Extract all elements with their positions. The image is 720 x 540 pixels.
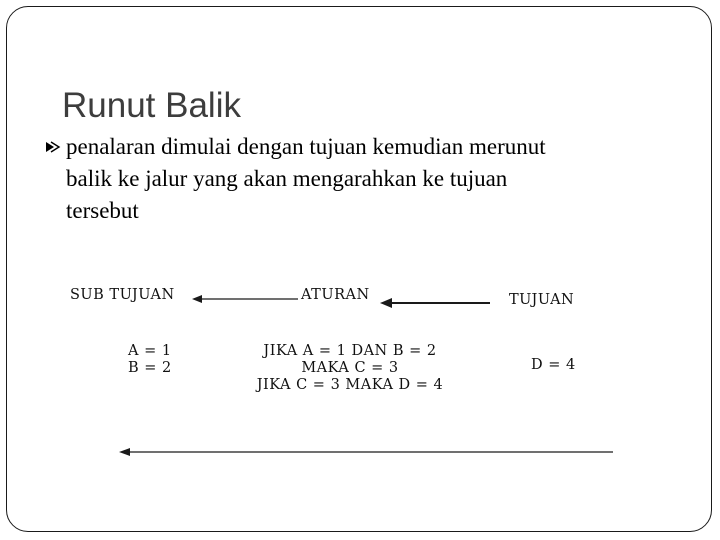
bullet-line-2: balik ke jalur yang akan mengarahkan ke tujuan [66, 166, 508, 191]
arrow-head-subtujuan [192, 295, 202, 303]
left-facts [128, 343, 172, 377]
node-sub-tujuan: SUB TUJUAN [70, 287, 175, 303]
fact-a: A = 1 [128, 343, 172, 359]
rule-line-2: MAKA C = 3 [301, 360, 399, 376]
bullet-paragraph [40, 131, 640, 227]
rule-line-3: JIKA C = 3 MAKA D = 4 [256, 377, 444, 393]
slide-title: Runut Balik [62, 86, 241, 125]
backward-chaining-diagram [60, 280, 640, 470]
bullet-line-1: penalaran dimulai dengan tujuan kemudian merunut [66, 134, 546, 159]
arrow-head-aturan [380, 298, 392, 308]
node-tujuan: TUJUAN [509, 292, 575, 308]
backward-chain-arrow-head [119, 448, 130, 456]
node-aturan: ATURAN [301, 287, 370, 303]
bullet-line-3: tersebut [66, 198, 139, 223]
bullet-arrow-icon [45, 141, 61, 153]
rule-line-1: JIKA A = 1 DAN B = 2 [263, 343, 437, 359]
fact-b: B = 2 [128, 360, 172, 376]
goal-fact: D = 4 [531, 357, 576, 373]
rules-block [240, 343, 460, 394]
